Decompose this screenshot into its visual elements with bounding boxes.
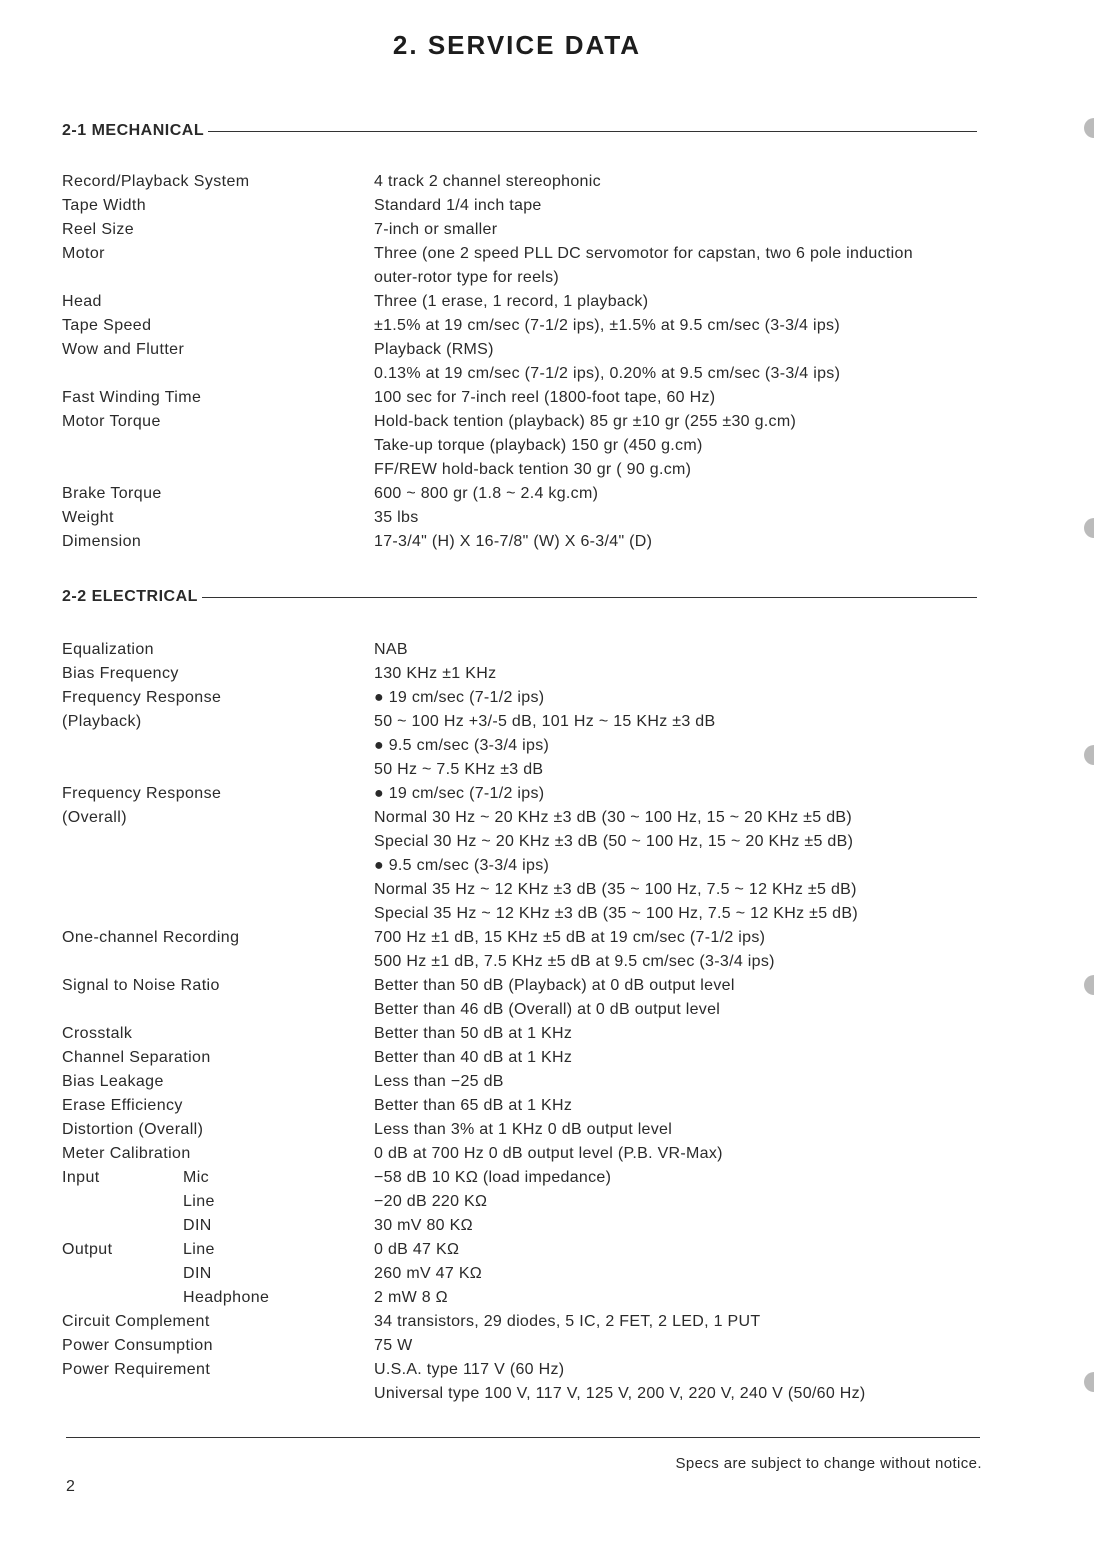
- spec-row: [62, 1094, 972, 1118]
- section-heading-electrical: [62, 588, 977, 606]
- spec-label-text: Frequency Response: [62, 785, 222, 802]
- spec-value: 30 mV 80 KΩ: [374, 1217, 473, 1234]
- spec-value: Less than −25 dB: [374, 1073, 504, 1090]
- spec-label: [62, 998, 374, 1022]
- spec-row: [62, 482, 972, 506]
- binder-hole: [1084, 118, 1094, 138]
- spec-row: [62, 1166, 972, 1190]
- spec-value: 17-3/4" (H) X 16-7/8" (W) X 6-3/4" (D): [374, 533, 653, 550]
- spec-row: [62, 338, 972, 362]
- spec-row: [62, 1022, 972, 1046]
- section-heading-mechanical: [62, 122, 977, 140]
- spec-row: [62, 1262, 972, 1286]
- spec-label: [62, 194, 374, 218]
- spec-value: Take-up torque (playback) 150 gr (450 g.cm): [374, 437, 703, 454]
- spec-label: [62, 1022, 374, 1046]
- spec-row: [62, 758, 972, 782]
- spec-label: [62, 1094, 374, 1118]
- spec-value: 0 dB at 700 Hz 0 dB output level (P.B. VR-Max): [374, 1145, 723, 1162]
- spec-value: Better than 65 dB at 1 KHz: [374, 1097, 573, 1114]
- spec-value: U.S.A. type 117 V (60 Hz): [374, 1361, 565, 1378]
- spec-row: [62, 926, 972, 950]
- spec-label: [62, 1262, 374, 1286]
- spec-row: [62, 170, 972, 194]
- spec-label: [62, 830, 374, 854]
- spec-label-text: Record/Playback System: [62, 173, 250, 190]
- spec-label: [62, 530, 374, 554]
- page-number: 2: [66, 1478, 75, 1495]
- spec-label: [62, 362, 374, 386]
- footer-rule: [66, 1437, 980, 1438]
- spec-label: [62, 758, 374, 782]
- spec-value: outer-rotor type for reels): [374, 269, 560, 286]
- spec-row: [62, 710, 972, 734]
- spec-value: ● 19 cm/sec (7-1/2 ips): [374, 689, 545, 706]
- spec-value: ● 9.5 cm/sec (3-3/4 ips): [374, 857, 550, 874]
- spec-label-text: Erase Efficiency: [62, 1097, 183, 1114]
- spec-value: Standard 1/4 inch tape: [374, 197, 542, 214]
- spec-row: [62, 1310, 972, 1334]
- spec-label: [62, 386, 374, 410]
- spec-label-text: Channel Separation: [62, 1049, 211, 1066]
- spec-label-text: Motor: [62, 245, 105, 262]
- spec-row: [62, 1238, 972, 1262]
- spec-row: [62, 1334, 972, 1358]
- spec-value: 50 ~ 100 Hz +3/-5 dB, 101 Hz ~ 15 KHz ±3 dB: [374, 713, 716, 730]
- binder-hole: [1084, 745, 1094, 765]
- spec-row: [62, 686, 972, 710]
- spec-value: Less than 3% at 1 KHz 0 dB output level: [374, 1121, 673, 1138]
- spec-row: [62, 1214, 972, 1238]
- spec-label-text: Bias Leakage: [62, 1073, 164, 1090]
- spec-sublabel: DIN: [183, 1265, 212, 1282]
- spec-row: [62, 830, 972, 854]
- spec-row: [62, 998, 972, 1022]
- spec-row: [62, 410, 972, 434]
- spec-label-text: (Overall): [62, 809, 127, 826]
- spec-label-text: Distortion (Overall): [62, 1121, 204, 1138]
- spec-value: Three (one 2 speed PLL DC servomotor for capstan, two 6 pole induction: [374, 245, 913, 262]
- spec-row: [62, 878, 972, 902]
- spec-label-text: Circuit Complement: [62, 1313, 210, 1330]
- spec-value: 500 Hz ±1 dB, 7.5 KHz ±5 dB at 9.5 cm/sec (3-3/4 ips): [374, 953, 775, 970]
- spec-row: [62, 854, 972, 878]
- binder-hole: [1084, 518, 1094, 538]
- spec-sublabel: Line: [183, 1193, 215, 1210]
- spec-sublabel: DIN: [183, 1217, 212, 1234]
- spec-row: [62, 1382, 972, 1406]
- spec-label: [62, 1382, 374, 1406]
- spec-label-text: (Playback): [62, 713, 142, 730]
- spec-row: [62, 1046, 972, 1070]
- spec-label: [62, 242, 374, 266]
- page-title: 2. SERVICE DATA: [392, 30, 642, 60]
- spec-row: [62, 902, 972, 926]
- spec-row: [62, 662, 972, 686]
- spec-row: [62, 218, 972, 242]
- spec-label-text: Meter Calibration: [62, 1145, 191, 1162]
- spec-label-text: Head: [62, 293, 102, 310]
- spec-row: [62, 734, 972, 758]
- spec-label: [62, 878, 374, 902]
- mechanical-spec-list: [62, 170, 972, 554]
- section-rule: [202, 597, 977, 598]
- spec-value: Universal type 100 V, 117 V, 125 V, 200 V, 220 V, 240 V (50/60 Hz): [374, 1385, 866, 1402]
- spec-label: [62, 734, 374, 758]
- spec-label-text: Tape Width: [62, 197, 147, 214]
- spec-row: [62, 1070, 972, 1094]
- spec-sublabel: Mic: [183, 1169, 210, 1186]
- spec-label: [62, 854, 374, 878]
- spec-value: 600 ~ 800 gr (1.8 ~ 2.4 kg.cm): [374, 485, 599, 502]
- spec-row: [62, 974, 972, 998]
- spec-label-text: Input: [62, 1169, 100, 1186]
- spec-value: 0 dB 47 KΩ: [374, 1241, 460, 1258]
- spec-value: 100 sec for 7-inch reel (1800-foot tape, 60 Hz): [374, 389, 716, 406]
- spec-row: [62, 458, 972, 482]
- spec-label-text: Bias Frequency: [62, 665, 179, 682]
- spec-label: [62, 218, 374, 242]
- section-rule: [208, 131, 977, 132]
- spec-value: −58 dB 10 KΩ (load impedance): [374, 1169, 612, 1186]
- spec-value: 260 mV 47 KΩ: [374, 1265, 483, 1282]
- spec-row: [62, 950, 972, 974]
- spec-label: [62, 1238, 374, 1262]
- spec-label: [62, 482, 374, 506]
- spec-row: [62, 194, 972, 218]
- spec-value: Better than 46 dB (Overall) at 0 dB output level: [374, 1001, 721, 1018]
- spec-row: [62, 806, 972, 830]
- spec-label-text: One-channel Recording: [62, 929, 240, 946]
- spec-label-text: Crosstalk: [62, 1025, 133, 1042]
- spec-label: [62, 1142, 374, 1166]
- spec-row: [62, 242, 972, 266]
- spec-value: 4 track 2 channel stereophonic: [374, 173, 601, 190]
- spec-row: [62, 1286, 972, 1310]
- spec-label: [62, 434, 374, 458]
- spec-label: [62, 1214, 374, 1238]
- spec-value: Better than 50 dB at 1 KHz: [374, 1025, 573, 1042]
- spec-value: FF/REW hold-back tention 30 gr ( 90 g.cm): [374, 461, 692, 478]
- spec-row: [62, 314, 972, 338]
- spec-label: [62, 974, 374, 998]
- spec-label-text: Power Requirement: [62, 1361, 211, 1378]
- spec-value: Normal 30 Hz ~ 20 KHz ±3 dB (30 ~ 100 Hz, 15 ~ 20 KHz ±5 dB): [374, 809, 853, 826]
- spec-label: [62, 314, 374, 338]
- spec-row: [62, 506, 972, 530]
- spec-label-text: Wow and Flutter: [62, 341, 185, 358]
- spec-value: Special 35 Hz ~ 12 KHz ±3 dB (35 ~ 100 Hz, 7.5 ~ 12 KHz ±5 dB): [374, 905, 858, 922]
- spec-label: [62, 950, 374, 974]
- spec-label: [62, 686, 374, 710]
- spec-label: [62, 1310, 374, 1334]
- spec-value: ±1.5% at 19 cm/sec (7-1/2 ips), ±1.5% at 9.5 cm/sec (3-3/4 ips): [374, 317, 840, 334]
- spec-label-text: Frequency Response: [62, 689, 222, 706]
- spec-value: Better than 40 dB at 1 KHz: [374, 1049, 573, 1066]
- spec-label: [62, 638, 374, 662]
- spec-value: 34 transistors, 29 diodes, 5 IC, 2 FET, 2 LED, 1 PUT: [374, 1313, 761, 1330]
- spec-label: [62, 1118, 374, 1142]
- spec-label-text: Power Consumption: [62, 1337, 213, 1354]
- spec-label: [62, 1166, 374, 1190]
- spec-value: Normal 35 Hz ~ 12 KHz ±3 dB (35 ~ 100 Hz, 7.5 ~ 12 KHz ±5 dB): [374, 881, 857, 898]
- spec-row: [62, 290, 972, 314]
- spec-label: [62, 782, 374, 806]
- spec-value: 7-inch or smaller: [374, 221, 498, 238]
- spec-sublabel: Line: [183, 1241, 215, 1258]
- spec-label-text: Dimension: [62, 533, 142, 550]
- spec-label: [62, 266, 374, 290]
- spec-value: 35 lbs: [374, 509, 419, 526]
- spec-value: Special 30 Hz ~ 20 KHz ±3 dB (50 ~ 100 Hz, 15 ~ 20 KHz ±5 dB): [374, 833, 854, 850]
- spec-label: [62, 170, 374, 194]
- spec-label: [62, 902, 374, 926]
- spec-value: Better than 50 dB (Playback) at 0 dB output level: [374, 977, 735, 994]
- spec-sublabel: Headphone: [183, 1289, 270, 1306]
- spec-label-text: Signal to Noise Ratio: [62, 977, 220, 994]
- spec-row: [62, 266, 972, 290]
- spec-label-text: Output: [62, 1241, 113, 1258]
- spec-value: 700 Hz ±1 dB, 15 KHz ±5 dB at 19 cm/sec (7-1/2 ips): [374, 929, 766, 946]
- spec-label-text: Tape Speed: [62, 317, 152, 334]
- section-heading-text: 2-1 MECHANICAL: [62, 122, 205, 139]
- spec-row: [62, 362, 972, 386]
- spec-row: [62, 1142, 972, 1166]
- spec-value: NAB: [374, 641, 408, 658]
- spec-label: [62, 1070, 374, 1094]
- spec-label: [62, 506, 374, 530]
- spec-value: 2 mW 8 Ω: [374, 1289, 448, 1306]
- spec-row: [62, 386, 972, 410]
- spec-label: [62, 1190, 374, 1214]
- spec-value: 75 W: [374, 1337, 413, 1354]
- binder-hole: [1084, 1372, 1094, 1392]
- spec-label: [62, 410, 374, 434]
- spec-value: Three (1 erase, 1 record, 1 playback): [374, 293, 649, 310]
- spec-row: [62, 1358, 972, 1382]
- spec-row: [62, 638, 972, 662]
- spec-label: [62, 662, 374, 686]
- spec-label: [62, 1286, 374, 1310]
- spec-label: [62, 806, 374, 830]
- spec-label-text: Motor Torque: [62, 413, 161, 430]
- spec-label: [62, 458, 374, 482]
- spec-row: [62, 782, 972, 806]
- spec-value: Playback (RMS): [374, 341, 494, 358]
- spec-value: ● 9.5 cm/sec (3-3/4 ips): [374, 737, 550, 754]
- spec-value: 130 KHz ±1 KHz: [374, 665, 497, 682]
- spec-label: [62, 1358, 374, 1382]
- binder-hole: [1084, 975, 1094, 995]
- section-heading-text: 2-2 ELECTRICAL: [62, 588, 198, 605]
- spec-row: [62, 1190, 972, 1214]
- spec-label: [62, 338, 374, 362]
- spec-row: [62, 1118, 972, 1142]
- footer-note: Specs are subject to change without notice.: [675, 1455, 982, 1472]
- spec-value: ● 19 cm/sec (7-1/2 ips): [374, 785, 545, 802]
- spec-label-text: Weight: [62, 509, 114, 526]
- spec-value: Hold-back tention (playback) 85 gr ±10 gr (255 ±30 g.cm): [374, 413, 797, 430]
- spec-value: 0.13% at 19 cm/sec (7-1/2 ips), 0.20% at 9.5 cm/sec (3-3/4 ips): [374, 365, 841, 382]
- spec-label-text: Reel Size: [62, 221, 135, 238]
- spec-label: [62, 1046, 374, 1070]
- spec-label: [62, 710, 374, 734]
- spec-label: [62, 1334, 374, 1358]
- spec-label: [62, 290, 374, 314]
- spec-row: [62, 530, 972, 554]
- spec-label-text: Fast Winding Time: [62, 389, 202, 406]
- spec-value: 50 Hz ~ 7.5 KHz ±3 dB: [374, 761, 544, 778]
- spec-label-text: Equalization: [62, 641, 154, 658]
- spec-label-text: Brake Torque: [62, 485, 162, 502]
- spec-row: [62, 434, 972, 458]
- electrical-spec-list: [62, 638, 972, 1406]
- spec-value: −20 dB 220 KΩ: [374, 1193, 488, 1210]
- spec-label: [62, 926, 374, 950]
